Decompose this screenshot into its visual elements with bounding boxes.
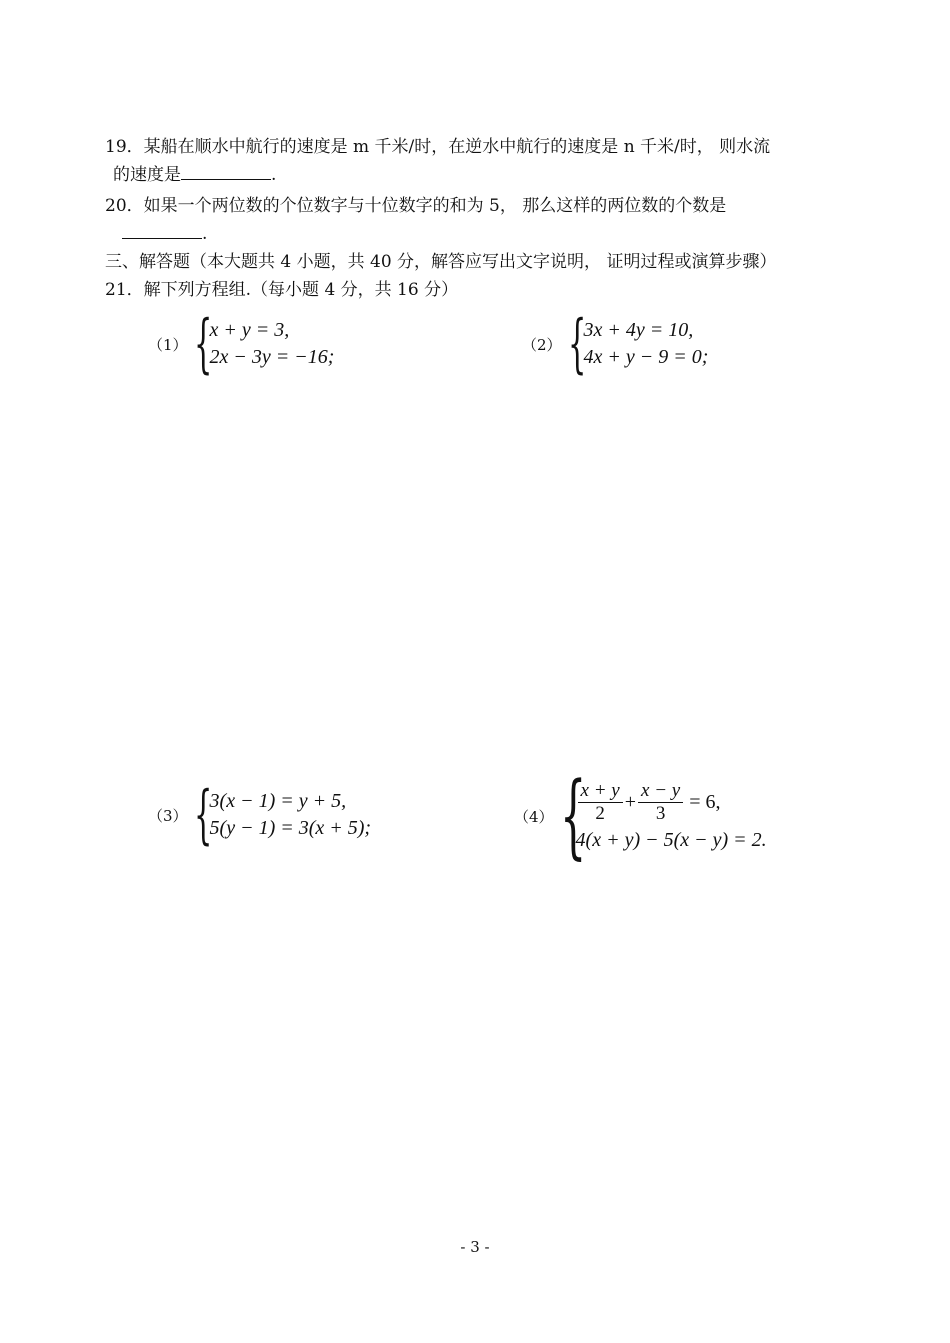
system-1-equation-1: x + y = 3, — [209, 319, 290, 341]
answer-blank-20[interactable] — [122, 222, 202, 239]
system-4-equation-1 — [576, 780, 767, 825]
system-1-label: （1） — [148, 335, 188, 354]
system-4-label: （4） — [514, 807, 554, 826]
equation-1-rhs: = 6, — [689, 791, 721, 813]
question-19-line2 — [113, 163, 276, 187]
fraction-2-numerator: x − y — [638, 780, 683, 803]
page-number: - 3 - — [460, 1238, 490, 1256]
left-brace: { — [567, 307, 586, 381]
left-brace: { — [193, 307, 212, 381]
question-20-line1: 20．如果一个两位数的个位数字与十位数字的和为 5， 那么这样的两位数的个数是 — [105, 196, 727, 216]
system-2-label: （2） — [522, 335, 562, 354]
fraction-1-numerator: x + y — [578, 780, 623, 803]
left-brace: { — [559, 762, 586, 869]
system-4-equation-2: 4(x + y) − 5(x − y) = 2. — [575, 829, 767, 851]
equation-system-4 — [514, 762, 767, 869]
answer-blank-19[interactable] — [181, 163, 271, 180]
system-3-label: （3） — [148, 806, 188, 825]
system-2-equation-1: 3x + 4y = 10, — [583, 319, 694, 341]
left-brace: { — [193, 778, 212, 852]
question-20-period: . — [202, 224, 208, 244]
fraction-2-denominator: 3 — [655, 803, 666, 824]
question-19-line1: 19．某船在顺水中航行的速度是 m 千米/时，在逆水中航行的速度是 n 千米/时， 则水流 — [105, 137, 771, 157]
equation-system-2 — [522, 307, 709, 381]
question-19-prompt: 的速度是 — [113, 165, 181, 185]
fraction-2 — [638, 780, 683, 825]
question-19-period: . — [271, 165, 277, 185]
system-3-equation-1: 3(x − 1) = y + 5, — [209, 790, 347, 812]
fraction-1-denominator: 2 — [595, 803, 605, 824]
equation-system-3 — [148, 778, 372, 852]
plus-sign: + — [624, 791, 637, 813]
question-20-line2 — [122, 222, 207, 246]
system-3-equation-2: 5(y − 1) = 3(x + 5); — [209, 817, 372, 839]
question-21-heading: 21．解下列方程组.（每小题 4 分，共 16 分） — [105, 280, 459, 300]
system-2-equation-2: 4x + y − 9 = 0; — [583, 346, 709, 368]
system-1-equation-2: 2x − 3y = −16; — [209, 346, 335, 368]
equation-system-1 — [148, 307, 335, 381]
section-3-heading: 三、解答题（本大题共 4 小题，共 40 分，解答应写出文字说明， 证明过程或演算步骤） — [105, 252, 777, 272]
